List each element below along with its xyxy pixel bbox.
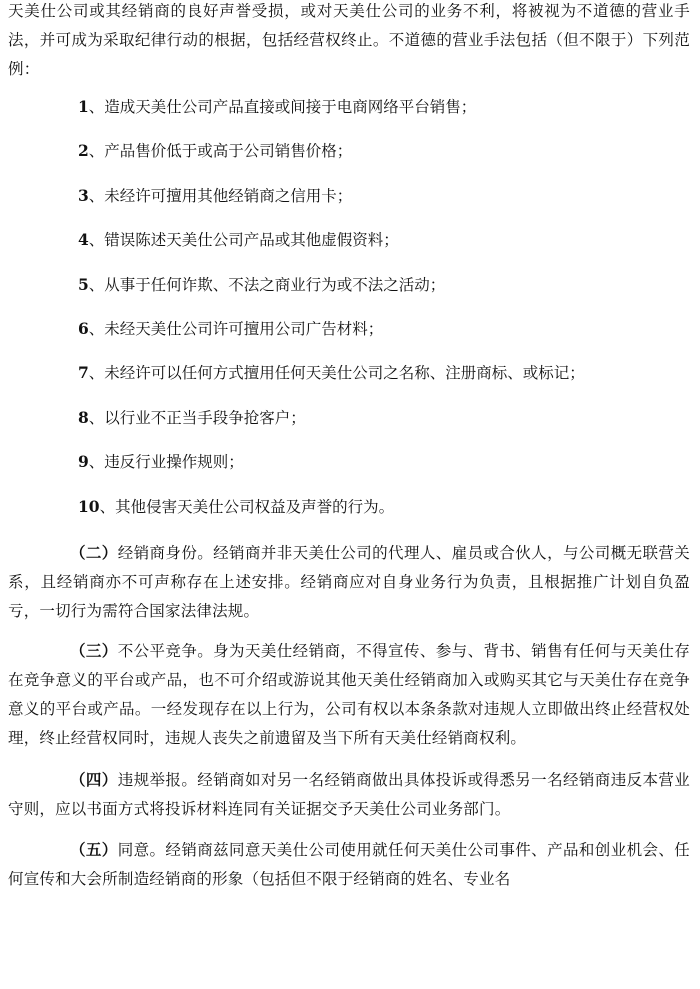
list-item <box>8 403 690 447</box>
list-item-text: 、未经许可以任何方式擅用任何天美仕公司之名称、注册商标、或标记； <box>88 364 585 383</box>
section-body: 违规举报。经销商如对另一名经销商做出具体投诉或得悉另一名经销商违反本营业守则，应以书面方式将投诉材料连同有关证据交予天美仕公司业务部门。 <box>8 770 691 818</box>
section-heading: （三） <box>70 640 118 660</box>
list-item-text: 、未经许可擅用其他经销商之信用卡； <box>88 186 353 205</box>
section-body: 同意。经销商兹同意天美仕公司使用就任何天美仕公司事件、产品和创业机会、任何宣传和大会所制造经销商的形象（包括但不限于经销商的姓名、专业名 <box>8 840 691 888</box>
section-heading: （五） <box>70 839 118 859</box>
list-item <box>8 181 690 225</box>
list-item <box>8 92 690 136</box>
list-item-number: 10 <box>78 496 100 516</box>
list-item-number: 2 <box>78 141 89 161</box>
section-unfair-competition <box>8 636 690 753</box>
list-item <box>8 358 690 402</box>
list-item-text: 、从事于任何诈欺、不法之商业行为或不法之活动； <box>88 275 446 294</box>
intro-paragraph: 天美仕公司或其经销商的良好声誉受损，或对天美仕公司的业务不利，将被视为不道德的营业手法，并可成为采取纪律行动的根据，包括经营权终止。不道德的营业手法包括（但不限于）下列范例： <box>8 2 690 78</box>
list-item-number: 4 <box>78 230 89 250</box>
list-item <box>8 270 690 314</box>
section-distributor-identity <box>8 538 690 626</box>
list-item-text: 、违反行业操作规则； <box>88 453 244 472</box>
section-violation-report <box>8 765 690 824</box>
section-heading: （二） <box>70 542 118 562</box>
list-item <box>8 225 690 269</box>
list-item-text: 、其他侵害天美仕公司权益及声誉的行为。 <box>99 497 395 516</box>
list-item <box>8 447 690 491</box>
unethical-practices-list <box>8 92 690 536</box>
list-item-number: 1 <box>78 97 89 116</box>
list-item-text: 、未经天美仕公司许可擅用公司广告材料； <box>88 319 384 338</box>
list-item-number: 6 <box>78 318 89 338</box>
section-body: 不公平竞争。身为天美仕经销商，不得宣传、参与、背书、销售有任何与天美仕存在竞争意义的平台或产品，也不可介绍或游说其他天美仕经销商加入或购买其它与天美仕存在竞争意义的平台或产品。一经发现存在以上行为，公司有权以本条条款对违规人立即做出终止经营权处理，终止经营权同时，违规人丧失之前遗留及当下所有天美仕经销商权利。 <box>8 641 691 747</box>
list-item-number: 8 <box>78 407 89 427</box>
section-heading: （四） <box>70 769 118 789</box>
list-item-text: 、以行业不正当手段争抢客户； <box>88 408 306 427</box>
section-consent <box>8 835 690 894</box>
list-item-number: 5 <box>78 274 89 294</box>
list-item-number: 9 <box>78 452 89 472</box>
list-item-number: 7 <box>78 363 89 383</box>
list-item <box>8 136 690 180</box>
list-item-number: 3 <box>78 185 89 205</box>
section-body: 经销商身份。经销商并非天美仕公司的代理人、雇员或合伙人，与公司概无联营关系，且经销商亦不可声称存在上述安排。经销商应对自身业务行为负责，且根据推广计划自负盈亏，一切行为需符合国家法律法规。 <box>8 543 691 620</box>
list-item <box>8 492 690 536</box>
list-item-text: 、产品售价低于或高于公司销售价格； <box>88 142 353 161</box>
list-item-text: 、错误陈述天美仕公司产品或其他虚假资料； <box>88 231 399 250</box>
list-item-text: 、造成天美仕公司产品直接或间接于电商网络平台销售； <box>88 98 477 116</box>
list-item <box>8 314 690 358</box>
